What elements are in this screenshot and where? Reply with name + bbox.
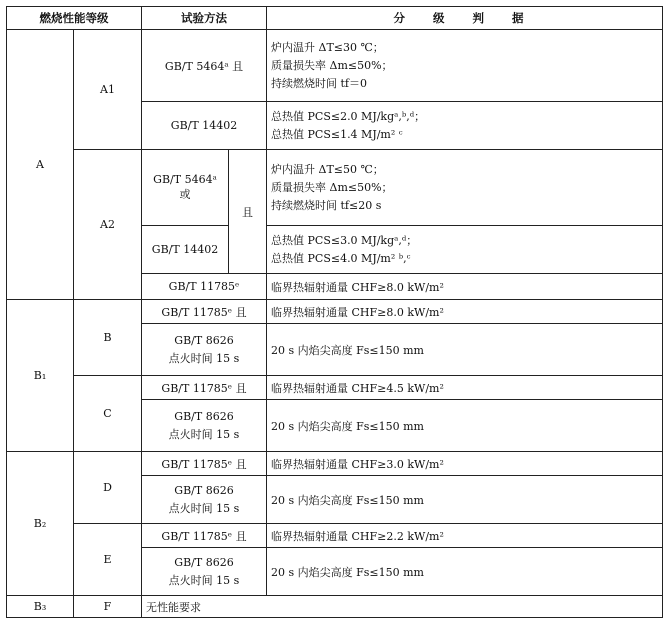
flammability-classification-table [6,6,663,618]
subgrade-cell-d: D [74,452,142,524]
criteria-cell: 20 s 内焰尖高度 Fs≤150 mm [267,548,663,596]
criteria-cell: 临界热辐射通量 CHF≥2.2 kW/m² [267,524,663,548]
criteria-cell: 临界热辐射通量 CHF≥3.0 kW/m² [267,452,663,476]
table-row [7,452,663,476]
subgrade-cell-c: C [74,376,142,452]
method-cell: GB/T 11785ᵉ 且 [142,524,267,548]
criteria-cell: 20 s 内焰尖高度 Fs≤150 mm [267,476,663,524]
criteria-cell: 炉内温升 ΔT≤50 ℃； 质量损失率 Δm≤50%； 持续燃烧时间 tf≤20 s [267,150,663,226]
grade-cell-b1: B₁ [7,300,74,452]
header-grade: 燃烧性能等级 [7,7,142,30]
table-row [7,376,663,400]
method-cell: GB/T 14402 [142,226,229,274]
criteria-cell: 临界热辐射通量 CHF≥8.0 kW/m² [267,300,663,324]
subgrade-cell-e: E [74,524,142,596]
table-row [7,596,663,618]
method-cell: GB/T 8626 点火时间 15 s [142,400,267,452]
method-cell: GB/T 14402 [142,102,267,150]
subgrade-cell-f: F [74,596,142,618]
method-cell: GB/T 11785ᵉ 且 [142,376,267,400]
document-page [6,6,662,618]
table-row [7,30,663,102]
grade-cell-a: A [7,30,74,300]
criteria-cell: 20 s 内焰尖高度 Fs≤150 mm [267,400,663,452]
subgrade-cell-a2: A2 [74,150,142,300]
subgrade-cell-b: B [74,300,142,376]
method-cell: GB/T 8626 点火时间 15 s [142,324,267,376]
criteria-cell: 总热值 PCS≤3.0 MJ/kgᵃ,ᵈ； 总热值 PCS≤4.0 MJ/m² ᵇ,ᶜ [267,226,663,274]
criteria-cell: 炉内温升 ΔT≤30 ℃； 质量损失率 Δm≤50%； 持续燃烧时间 tf＝0 [267,30,663,102]
method-cell: GB/T 5464ᵃ 且 [142,30,267,102]
table-row [7,150,663,226]
method-cell: GB/T 11785ᵉ 且 [142,300,267,324]
grade-cell-b3: B₃ [7,596,74,618]
method-cell: GB/T 8626 点火时间 15 s [142,548,267,596]
criteria-cell: 20 s 内焰尖高度 Fs≤150 mm [267,324,663,376]
criteria-cell: 临界热辐射通量 CHF≥8.0 kW/m² [267,274,663,300]
criteria-cell: 总热值 PCS≤2.0 MJ/kgᵃ,ᵇ,ᵈ； 总热值 PCS≤1.4 MJ/m² ᶜ [267,102,663,150]
header-method: 试验方法 [142,7,267,30]
no-requirement-cell: 无性能要求 [142,596,663,618]
table-row [7,300,663,324]
method-cell: GB/T 11785ᵉ 且 [142,452,267,476]
grade-cell-b2: B₂ [7,452,74,596]
method-cell: GB/T 5464ᵃ 或 [142,150,229,226]
table-row [7,524,663,548]
subgrade-cell-a1: A1 [74,30,142,150]
header-row [7,7,663,30]
method-cell: GB/T 8626 点火时间 15 s [142,476,267,524]
method-cell: GB/T 11785ᵉ [142,274,267,300]
header-criteria: 分 级 判 据 [267,7,663,30]
criteria-cell: 临界热辐射通量 CHF≥4.5 kW/m² [267,376,663,400]
method-conjunction-cell: 且 [229,150,267,274]
